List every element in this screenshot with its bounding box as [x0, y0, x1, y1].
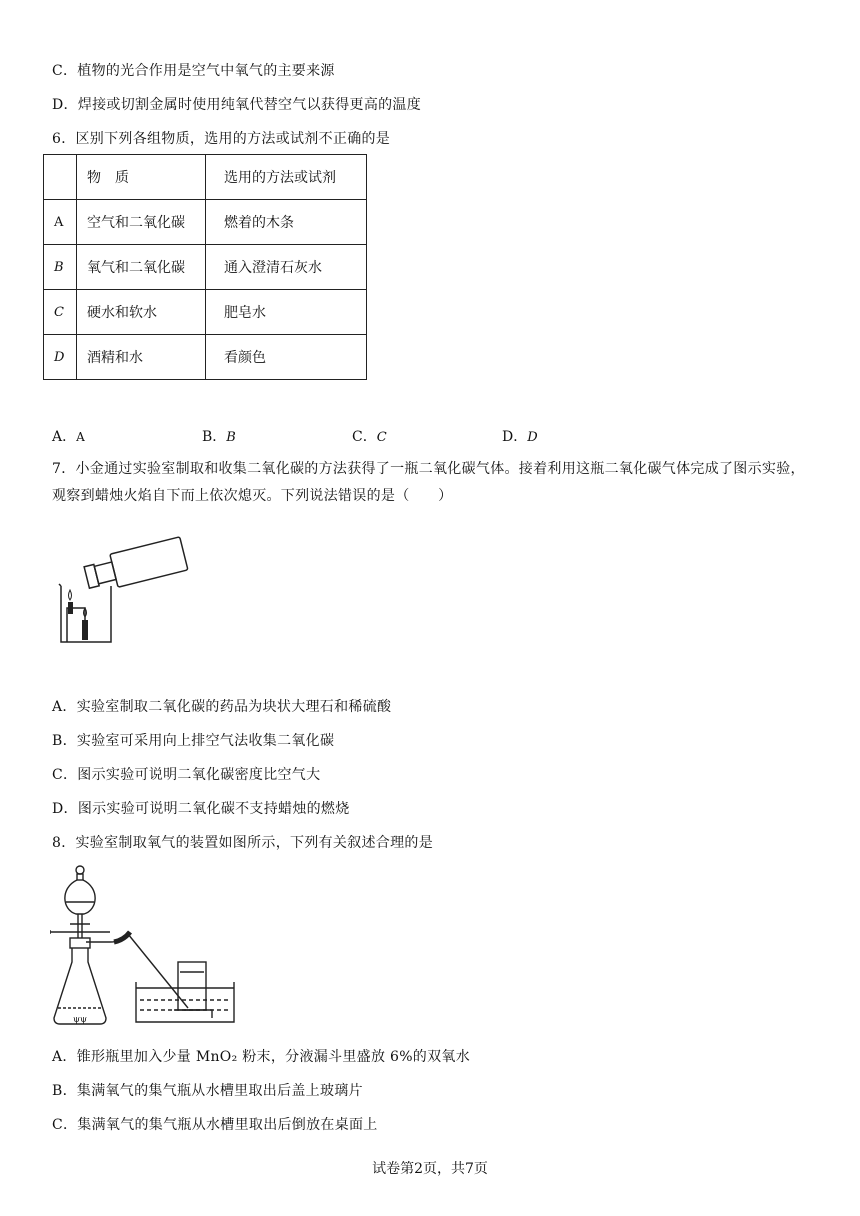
- table-row: [44, 335, 367, 380]
- q6-option-a: A．A: [52, 429, 85, 445]
- row-method: 通入澄清石灰水: [206, 245, 367, 290]
- q6-option-c: C．C: [352, 429, 387, 445]
- question-7-stem: 7．小金通过实验室制取和收集二氧化碳的方法获得了一瓶二氧化碳气体。接着利用这瓶二氧化碳气体完成了图示实验，观察到蜡烛火焰自下而上依次熄灭。下列说法错误的是（ ）: [52, 461, 805, 504]
- q5-option-c: C．植物的光合作用是空气中氧气的主要来源: [52, 63, 335, 79]
- candle-beaker-figure: [55, 528, 195, 648]
- table-row: [44, 200, 367, 245]
- q8-option-b: B．集满氧气的集气瓶从水槽里取出后盖上玻璃片: [52, 1083, 363, 1099]
- oxygen-apparatus-figure: [50, 858, 240, 1030]
- q7-option-a: A．实验室制取二氧化碳的药品为块状大理石和稀硫酸: [52, 699, 392, 715]
- svg-text:ψψ: ψψ: [72, 1015, 88, 1025]
- q6-option-b: B．B: [202, 429, 236, 445]
- row-method: 燃着的木条: [206, 200, 367, 245]
- q8-option-a: A．锥形瓶里加入少量 MnO₂ 粉末，分液漏斗里盛放 6%的双氧水: [52, 1049, 471, 1065]
- header-method: 选用的方法或试剂: [206, 155, 367, 200]
- table-row: [44, 290, 367, 335]
- table-row: [44, 245, 367, 290]
- row-substance: 氧气和二氧化碳: [77, 245, 206, 290]
- row-key: D: [44, 335, 77, 380]
- row-substance: 酒精和水: [77, 335, 206, 380]
- q5-option-d: D．焊接或切割金属时使用纯氧代替空气以获得更高的温度: [52, 97, 422, 113]
- row-substance: 硬水和软水: [77, 290, 206, 335]
- row-key: A: [44, 200, 77, 245]
- q7-option-d: D．图示实验可说明二氧化碳不支持蜡烛的燃烧: [52, 801, 350, 817]
- q6-option-d: D．D: [502, 429, 538, 445]
- header-substance: 物 质: [77, 155, 206, 200]
- table-header-row: [44, 155, 367, 200]
- q7-option-b: B．实验室可采用向上排空气法收集二氧化碳: [52, 733, 335, 749]
- row-method: 肥皂水: [206, 290, 367, 335]
- question-6-table: [43, 154, 367, 380]
- question-6-stem: 6．区别下列各组物质，选用的方法或试剂不正确的是: [52, 131, 391, 147]
- row-substance: 空气和二氧化碳: [77, 200, 206, 245]
- row-key: C: [44, 290, 77, 335]
- row-method: 看颜色: [206, 335, 367, 380]
- page-footer: 试卷第2页，共7页: [372, 1161, 488, 1177]
- question-8-stem: 8．实验室制取氧气的装置如图所示，下列有关叙述合理的是: [52, 835, 434, 851]
- q7-option-c: C．图示实验可说明二氧化碳密度比空气大: [52, 767, 321, 783]
- row-key: B: [44, 245, 77, 290]
- q8-option-c: C．集满氧气的集气瓶从水槽里取出后倒放在桌面上: [52, 1117, 378, 1133]
